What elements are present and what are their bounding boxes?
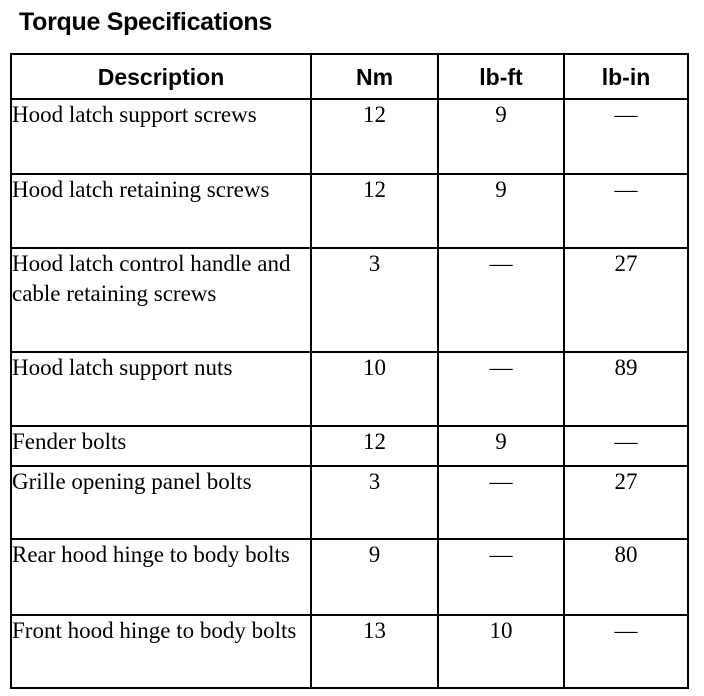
description-cell: Hood latch support nuts [11, 352, 311, 426]
lb-ft-cell: — [438, 248, 564, 352]
nm-cell: 3 [311, 466, 438, 539]
description-cell: Front hood hinge to body bolts [11, 615, 311, 688]
nm-cell: 12 [311, 99, 438, 174]
description-cell: Hood latch support screws [11, 99, 311, 174]
column-header-lb-in: lb-in [564, 54, 688, 99]
table-row [11, 615, 688, 688]
nm-cell: 13 [311, 615, 438, 688]
table-row [11, 352, 688, 426]
column-header-description: Description [11, 54, 311, 99]
torque-spec-table [10, 53, 689, 689]
lb-ft-cell: — [438, 352, 564, 426]
description-cell: Rear hood hinge to body bolts [11, 539, 311, 615]
table-row [11, 539, 688, 615]
column-header-nm: Nm [311, 54, 438, 99]
lb-in-cell: 80 [564, 539, 688, 615]
lb-ft-cell: 9 [438, 174, 564, 248]
lb-in-cell: — [564, 615, 688, 688]
table-row [11, 426, 688, 466]
nm-cell: 12 [311, 174, 438, 248]
nm-cell: 10 [311, 352, 438, 426]
description-cell: Hood latch retaining screws [11, 174, 311, 248]
table-row [11, 99, 688, 174]
lb-ft-cell: — [438, 539, 564, 615]
lb-ft-cell: 9 [438, 426, 564, 466]
description-cell: Hood latch control handle and cable retaining screws [11, 248, 311, 352]
table-row [11, 248, 688, 352]
description-cell: Fender bolts [11, 426, 311, 466]
nm-cell: 12 [311, 426, 438, 466]
table-row [11, 174, 688, 248]
header-row [11, 54, 688, 99]
lb-in-cell: 89 [564, 352, 688, 426]
lb-ft-cell: 9 [438, 99, 564, 174]
column-header-lb-ft: lb-ft [438, 54, 564, 99]
nm-cell: 3 [311, 248, 438, 352]
lb-in-cell: 27 [564, 466, 688, 539]
lb-ft-cell: 10 [438, 615, 564, 688]
table-header [11, 54, 688, 99]
lb-in-cell: — [564, 174, 688, 248]
lb-in-cell: 27 [564, 248, 688, 352]
lb-ft-cell: — [438, 466, 564, 539]
nm-cell: 9 [311, 539, 438, 615]
table-row [11, 466, 688, 539]
description-cell: Grille opening panel bolts [11, 466, 311, 539]
page-title: Torque Specifications [19, 8, 273, 36]
lb-in-cell: — [564, 426, 688, 466]
lb-in-cell: — [564, 99, 688, 174]
table-body [11, 99, 688, 688]
